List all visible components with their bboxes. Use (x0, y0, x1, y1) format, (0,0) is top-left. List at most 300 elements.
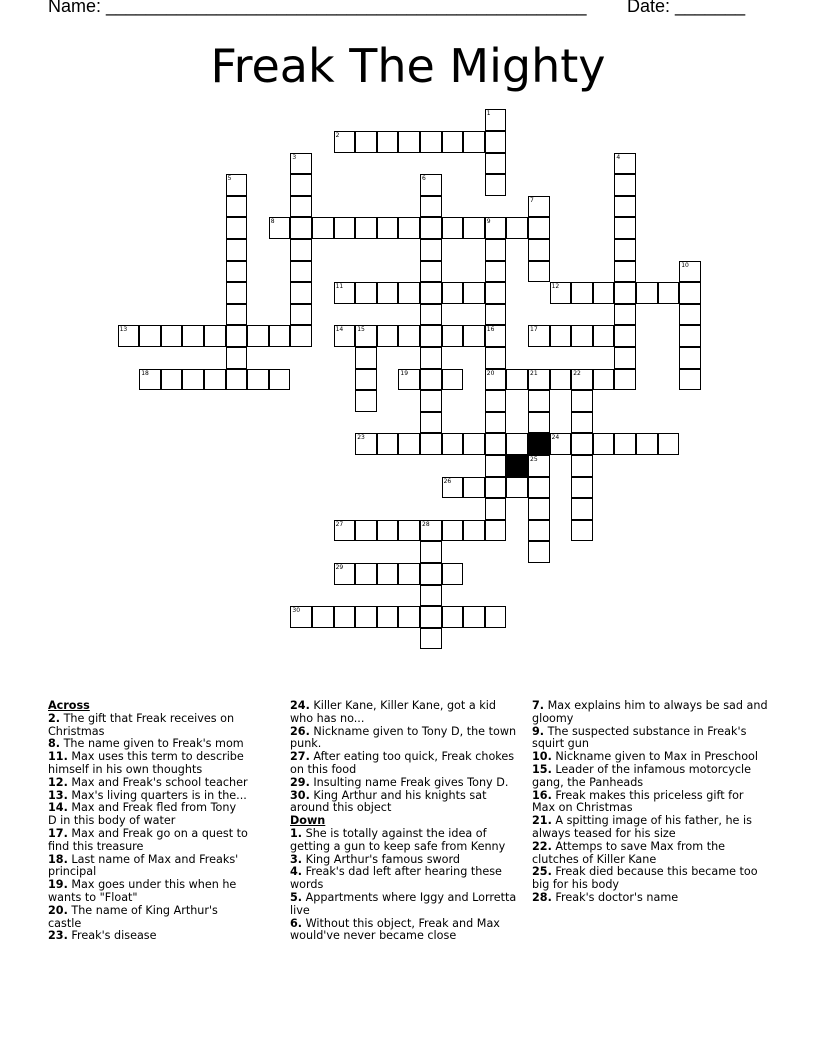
clue-item-number: 10. (532, 750, 552, 764)
clue-item-text: She is totally against the idea of getting a gun to keep safe from Kenny (290, 826, 506, 853)
crossword-cell[interactable] (614, 369, 636, 391)
crossword-cell[interactable] (290, 325, 312, 347)
clue-item (532, 764, 768, 790)
crossword-cell[interactable] (528, 412, 550, 434)
crossword-cell[interactable] (528, 477, 550, 499)
crossword-cell[interactable] (226, 282, 248, 304)
clue-number: 24 (551, 434, 560, 442)
clue-item-text: Max and Freak go on a quest to find this treasure (48, 826, 248, 853)
crossword-cell[interactable] (290, 606, 312, 628)
clue-item-number: 6. (290, 916, 303, 930)
crossword-cell[interactable] (226, 239, 248, 261)
clue-number: 12 (551, 283, 560, 291)
crossword-cell[interactable] (377, 433, 399, 455)
crossword-cell[interactable] (528, 196, 550, 218)
crossword-cell[interactable] (485, 109, 507, 131)
crossword-cell[interactable] (571, 412, 593, 434)
clue-item (290, 828, 522, 854)
crossword-cell[interactable] (571, 390, 593, 412)
crossword-cell[interactable] (355, 369, 377, 391)
clue-item-number: 29. (290, 775, 310, 789)
crossword-cell[interactable] (528, 390, 550, 412)
clue-item-number: 22. (532, 839, 552, 853)
clue-number: 7 (530, 196, 534, 204)
crossword-cell[interactable] (420, 412, 442, 434)
clue-item-number: 4. (290, 865, 303, 879)
crossword-cell[interactable] (571, 325, 593, 347)
crossword-cell[interactable] (290, 217, 312, 239)
crossword-cell[interactable] (485, 369, 507, 391)
crossword-cell[interactable] (571, 520, 593, 542)
crossword-cell[interactable] (420, 390, 442, 412)
clue-number: 21 (530, 369, 538, 377)
crossword-cell[interactable] (269, 217, 291, 239)
crossword-cell[interactable] (226, 261, 248, 283)
crossword-cell[interactable] (377, 606, 399, 628)
crossword-cell[interactable] (377, 520, 399, 542)
crossword-cell[interactable] (506, 369, 528, 391)
clue-item (290, 790, 522, 816)
crossword-cell[interactable] (614, 239, 636, 261)
clue-item-number: 23. (48, 929, 68, 943)
crossword-cell[interactable] (463, 282, 485, 304)
clue-number: 14 (335, 326, 344, 334)
clue-item-text: Freak's doctor's name (551, 890, 679, 904)
crossword-cell[interactable] (485, 239, 507, 261)
clue-item-text: Insulting name Freak gives Tony D. (309, 775, 509, 789)
crossword-cell[interactable] (528, 455, 550, 477)
crossword-cell[interactable] (139, 369, 161, 391)
crossword-cell[interactable] (334, 606, 356, 628)
clue-item (48, 828, 248, 854)
crossword-cell[interactable] (334, 520, 356, 542)
crossword-cell[interactable] (420, 541, 442, 563)
clue-item-text: A spitting image of his father, he is always teased for his size (532, 814, 752, 840)
crossword-cell[interactable] (485, 153, 507, 175)
crossword-cell[interactable] (442, 282, 464, 304)
clue-item-text: Freak's dad left after hearing these words (290, 865, 502, 892)
crossword-cell[interactable] (204, 325, 226, 347)
clue-item-text: Attemps to save Max from the clutches of Killer Kane (532, 839, 726, 866)
clue-number: 4 (616, 153, 621, 161)
clue-item (532, 892, 768, 905)
clue-item-number: 1. (290, 826, 303, 840)
crossword-cell[interactable] (290, 153, 312, 175)
clue-item-number: 8. (48, 737, 61, 751)
crossword-cell[interactable] (463, 433, 485, 455)
crossword-cell[interactable] (636, 282, 658, 304)
crossword-cell[interactable] (614, 261, 636, 283)
crossword-cell[interactable] (528, 239, 550, 261)
clue-number: 29 (335, 564, 344, 571)
crossword-cell[interactable] (485, 131, 507, 153)
crossword-cell[interactable] (290, 261, 312, 283)
clue-item-number: 24. (290, 699, 310, 712)
crossword-cell[interactable] (290, 239, 312, 261)
crossword-cell[interactable] (485, 217, 507, 239)
crossword-cell[interactable] (226, 217, 248, 239)
clue-number: 30 (292, 607, 301, 615)
clue-item-text: Freak makes this priceless gift for Max on Christmas (532, 788, 744, 815)
clue-item-text: Nickname given to Max in Preschool (551, 750, 759, 764)
crossword-cell[interactable] (420, 217, 442, 239)
crossword-cell[interactable] (571, 455, 593, 477)
clue-item-text: King Arthur and his knights sat around this object (290, 788, 487, 815)
crossword-cell[interactable] (420, 585, 442, 607)
crossword-cell[interactable] (485, 477, 507, 499)
crossword-cell[interactable] (420, 369, 442, 391)
clue-item-number: 16. (532, 788, 552, 802)
crossword-cell[interactable] (485, 520, 507, 542)
crossword-cell[interactable] (442, 131, 464, 153)
crossword-cell[interactable] (355, 347, 377, 369)
clue-item-text: Leader of the infamous motorcycle gang, the Panheads (532, 762, 752, 789)
crossword-cell[interactable] (528, 520, 550, 542)
crossword-cell[interactable] (398, 433, 420, 455)
crossword-cell[interactable] (355, 282, 377, 304)
clue-item-text: Killer Kane, Killer Kane, got a kid who has no... (290, 699, 496, 725)
crossword-cell[interactable] (377, 563, 399, 585)
clue-item (48, 905, 248, 931)
crossword-cell[interactable] (420, 282, 442, 304)
clue-item-text: Without this object, Freak and Max would've never became close (290, 916, 500, 943)
crossword-cell[interactable] (463, 606, 485, 628)
crossword-cell[interactable] (614, 153, 636, 175)
clue-item (532, 790, 768, 816)
clue-number: 27 (335, 520, 344, 528)
crossword-cell[interactable] (506, 477, 528, 499)
crossword-cell[interactable] (485, 347, 507, 369)
crossword-cell[interactable] (139, 325, 161, 347)
crossword-cell[interactable] (290, 196, 312, 218)
crossword-cell[interactable] (226, 325, 248, 347)
crossword-cell[interactable] (334, 563, 356, 585)
crossword-cell[interactable] (485, 606, 507, 628)
clue-item-number: 26. (290, 724, 310, 738)
clue-item-text: Appartments where Iggy and Lorretta live (290, 890, 517, 917)
crossword-cell[interactable] (334, 282, 356, 304)
clue-item (532, 700, 768, 726)
clue-number: 10 (681, 261, 689, 269)
clue-item (48, 854, 248, 880)
clue-item (48, 751, 248, 777)
clue-item-number: 14. (48, 801, 68, 815)
crossword-cell[interactable] (442, 217, 464, 239)
clue-item (290, 726, 522, 752)
crossword-cell[interactable] (290, 282, 312, 304)
crossword-cell[interactable] (377, 325, 399, 347)
crossword-cell[interactable] (593, 433, 615, 455)
crossword-cell[interactable] (571, 369, 593, 391)
crossword-cell[interactable] (420, 131, 442, 153)
clue-item (290, 751, 522, 777)
crossword-cell[interactable] (528, 498, 550, 520)
crossword-cell[interactable] (550, 325, 572, 347)
crossword-cell[interactable] (420, 304, 442, 326)
clue-item-number: 30. (290, 788, 310, 802)
crossword-cell[interactable] (679, 304, 701, 326)
clue-item-number: 17. (48, 826, 68, 840)
crossword-cell[interactable] (420, 261, 442, 283)
clue-item-text: Last name of Max and Freaks' principal (48, 852, 239, 879)
crossword-cell[interactable] (442, 606, 464, 628)
crossword-cell[interactable] (442, 433, 464, 455)
crossword-cell[interactable] (377, 282, 399, 304)
crossword-cell[interactable] (485, 304, 507, 326)
clue-item (532, 841, 768, 867)
crossword-cell[interactable] (226, 196, 248, 218)
crossword-cell[interactable] (420, 563, 442, 585)
crossword-cell[interactable] (420, 347, 442, 369)
clue-item (48, 930, 248, 943)
down-heading: Down (290, 814, 326, 828)
crossword-cell[interactable] (550, 369, 572, 391)
crossword-cell[interactable] (463, 217, 485, 239)
clue-number: 5 (227, 175, 232, 183)
crossword-cell[interactable] (420, 606, 442, 628)
clue-column-3 (532, 700, 768, 905)
crossword-cell[interactable] (182, 325, 204, 347)
crossword-cell[interactable] (355, 390, 377, 412)
crossword-cell[interactable] (377, 217, 399, 239)
crossword-cell[interactable] (593, 325, 615, 347)
clue-list (48, 700, 778, 960)
crossword-cell[interactable] (485, 261, 507, 283)
crossword-cell[interactable] (485, 412, 507, 434)
clue-item-number: 28. (532, 890, 552, 904)
crossword-cell[interactable] (614, 347, 636, 369)
crossword-cell[interactable] (247, 369, 269, 391)
crossword-cell[interactable] (593, 282, 615, 304)
crossword-cell[interactable] (442, 369, 464, 391)
crossword-cell[interactable] (334, 217, 356, 239)
crossword-cell[interactable] (571, 498, 593, 520)
crossword-cell[interactable] (442, 520, 464, 542)
crossword-cell[interactable] (355, 520, 377, 542)
crossword-cell[interactable] (398, 131, 420, 153)
crossword-cell[interactable] (485, 174, 507, 196)
crossword-cell[interactable] (614, 217, 636, 239)
clue-item-text: King Arthur's famous sword (302, 852, 461, 866)
clue-number: 6 (422, 175, 426, 183)
crossword-cell[interactable] (398, 563, 420, 585)
crossword-cell[interactable] (334, 131, 356, 153)
crossword-cell[interactable] (485, 433, 507, 455)
crossword-cell[interactable] (182, 369, 204, 391)
crossword-cell[interactable] (528, 369, 550, 391)
crossword-cell[interactable] (355, 606, 377, 628)
clue-item-text: After eating too quick, Freak chokes on this food (290, 750, 515, 776)
crossword-cell[interactable] (398, 369, 420, 391)
clue-item (290, 892, 522, 918)
crossword-cell[interactable] (550, 282, 572, 304)
clue-number: 17 (530, 326, 538, 334)
clue-item-text: Max uses this term to describe himself in his own thoughts (48, 750, 244, 776)
crossword-cell[interactable] (679, 347, 701, 369)
crossword-cell[interactable] (506, 433, 528, 455)
crossword-cell[interactable] (679, 325, 701, 347)
clue-item (48, 802, 248, 828)
crossword-cell[interactable] (355, 325, 377, 347)
clue-number: 25 (530, 456, 538, 463)
crossword-cell[interactable] (528, 261, 550, 283)
clue-item-number: 12. (48, 775, 68, 789)
clue-item (532, 726, 768, 752)
crossword-cell[interactable] (355, 217, 377, 239)
clue-item-number: 7. (532, 699, 545, 712)
crossword-cell[interactable] (528, 325, 550, 347)
clue-item-text: Max goes under this when he wants to "Float" (48, 878, 237, 904)
clue-column-2 (290, 700, 522, 943)
crossword-cell[interactable] (290, 304, 312, 326)
clue-item (290, 918, 522, 944)
clue-number: 22 (573, 369, 581, 377)
crossword-cell[interactable] (290, 174, 312, 196)
crossword-cell[interactable] (658, 433, 680, 455)
clue-number: 16 (486, 326, 495, 334)
crossword-cell[interactable] (355, 433, 377, 455)
crossword-cell[interactable] (398, 520, 420, 542)
clue-item-text: Freak's disease (67, 929, 157, 943)
crossword-cell[interactable] (269, 369, 291, 391)
crossword-cell[interactable] (571, 433, 593, 455)
crossword-cell[interactable] (658, 282, 680, 304)
clue-item-number: 21. (532, 814, 552, 828)
black-cell (528, 433, 550, 455)
crossword-cell[interactable] (679, 369, 701, 391)
clue-number: 1 (486, 110, 491, 118)
crossword-cell[interactable] (614, 174, 636, 196)
crossword-cell[interactable] (485, 325, 507, 347)
crossword-cell[interactable] (463, 325, 485, 347)
crossword-cell[interactable] (226, 174, 248, 196)
clue-item-number: 19. (48, 878, 68, 892)
crossword-cell[interactable] (312, 217, 334, 239)
clue-number: 18 (141, 369, 149, 377)
crossword-cell[interactable] (161, 325, 183, 347)
clue-number: 2 (335, 132, 340, 139)
clue-item (48, 713, 248, 739)
clue-number: 3 (292, 153, 297, 161)
crossword-cell[interactable] (269, 325, 291, 347)
crossword-cell[interactable] (161, 369, 183, 391)
clue-number: 28 (422, 520, 430, 528)
date-line[interactable]: Date: _______ (627, 0, 746, 16)
clue-item-number: 15. (532, 762, 552, 776)
crossword-cell[interactable] (442, 563, 464, 585)
crossword-cell[interactable] (420, 325, 442, 347)
clue-item-number: 25. (532, 865, 552, 879)
crossword-cell[interactable] (528, 217, 550, 239)
crossword-cell[interactable] (528, 541, 550, 563)
crossword-cell[interactable] (398, 282, 420, 304)
crossword-cell[interactable] (550, 433, 572, 455)
crossword-cell[interactable] (204, 369, 226, 391)
crossword-cell[interactable] (420, 520, 442, 542)
crossword-cell[interactable] (679, 261, 701, 283)
name-line[interactable]: Name: ________________________________________________ (48, 0, 587, 16)
crossword-cell[interactable] (355, 563, 377, 585)
crossword-cell[interactable] (226, 369, 248, 391)
crossword-cell[interactable] (463, 520, 485, 542)
crossword-cell[interactable] (571, 282, 593, 304)
crossword-cell[interactable] (614, 304, 636, 326)
crossword-cell[interactable] (463, 131, 485, 153)
crossword-cell[interactable] (485, 390, 507, 412)
crossword-cell[interactable] (420, 239, 442, 261)
crossword-cell[interactable] (614, 325, 636, 347)
crossword-cell[interactable] (506, 217, 528, 239)
clue-item-number: 5. (290, 890, 303, 904)
clue-item (48, 879, 248, 905)
clue-item-text: Nickname given to Tony D, the town punk. (290, 724, 517, 751)
clue-item-number: 3. (290, 852, 303, 866)
clue-item-number: 27. (290, 750, 310, 764)
crossword-cell[interactable] (398, 325, 420, 347)
crossword-cell[interactable] (312, 606, 334, 628)
clue-number: 20 (486, 369, 495, 377)
crossword-cell[interactable] (226, 304, 248, 326)
clue-item-number: 18. (48, 852, 68, 866)
clue-item-number: 2. (48, 711, 61, 725)
crossword-cell[interactable] (571, 477, 593, 499)
crossword-cell[interactable] (442, 325, 464, 347)
crossword-cell[interactable] (463, 477, 485, 499)
crossword-cell[interactable] (398, 217, 420, 239)
crossword-cell[interactable] (334, 325, 356, 347)
clue-item-text: The name given to Freak's mom (60, 737, 244, 751)
crossword-cell[interactable] (420, 174, 442, 196)
clue-item-text: Freak died because this became too big for his body (532, 865, 758, 892)
clue-number: 15 (357, 326, 365, 334)
clue-item-number: 11. (48, 750, 68, 764)
clue-number: 8 (270, 218, 275, 226)
clue-item (532, 815, 768, 841)
crossword-cell[interactable] (485, 282, 507, 304)
crossword-cell[interactable] (247, 325, 269, 347)
clue-number: 13 (119, 326, 128, 334)
crossword-cell[interactable] (420, 433, 442, 455)
crossword-cell[interactable] (614, 433, 636, 455)
clue-item-text: The gift that Freak receives on Christmas (48, 711, 235, 738)
crossword-cell[interactable] (355, 131, 377, 153)
crossword-cell[interactable] (679, 282, 701, 304)
clue-item-text: Max's living quarters is in the... (67, 788, 247, 802)
clue-item-number: 20. (48, 903, 68, 917)
crossword-cell[interactable] (377, 131, 399, 153)
crossword-cell[interactable] (226, 347, 248, 369)
crossword-cell[interactable] (485, 498, 507, 520)
clue-number: 26 (443, 477, 452, 485)
crossword-cell[interactable] (420, 628, 442, 650)
crossword-cell[interactable] (420, 196, 442, 218)
crossword-cell[interactable] (593, 369, 615, 391)
clue-number: 9 (486, 218, 491, 226)
crossword-cell[interactable] (614, 196, 636, 218)
clue-item-text: The name of King Arthur's castle (48, 903, 218, 930)
crossword-cell[interactable] (485, 455, 507, 477)
crossword-cell[interactable] (398, 606, 420, 628)
crossword-cell[interactable] (442, 477, 464, 499)
clue-item-text: Max explains him to always be sad and gloomy (532, 699, 768, 725)
clue-item-number: 9. (532, 724, 545, 738)
crossword-cell[interactable] (118, 325, 140, 347)
clue-number: 19 (400, 369, 409, 377)
clue-column-1 (48, 700, 248, 943)
black-cell (506, 455, 528, 477)
crossword-cell[interactable] (614, 282, 636, 304)
crossword-cell[interactable] (636, 433, 658, 455)
